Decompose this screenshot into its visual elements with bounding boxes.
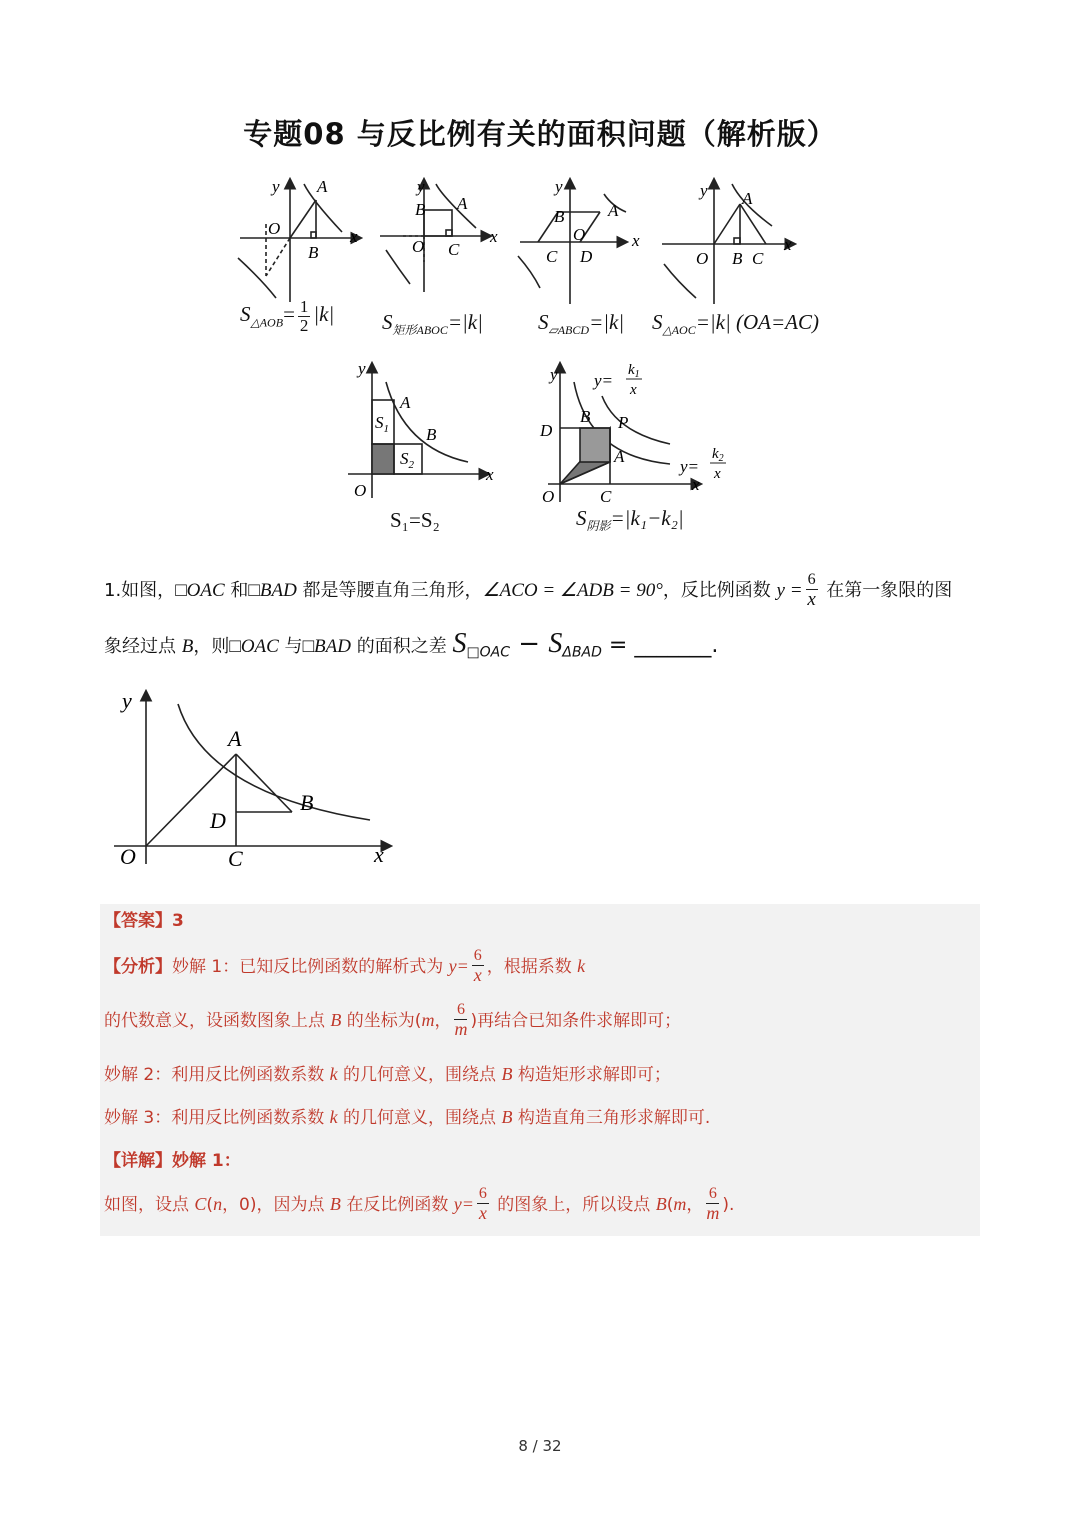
analysis-line-1: 【分析】妙解 1：已知反比例函数的解析式为 y= $\frac{6}{x}$ ，根据系数 k bbox=[104, 947, 586, 985]
d3-b-label: B bbox=[554, 207, 565, 226]
page-number: 8 / 32 bbox=[518, 1437, 562, 1455]
q-y-label: y bbox=[122, 688, 132, 713]
diagram-triangle-aoc bbox=[662, 180, 794, 304]
d1-b-label: B bbox=[308, 243, 319, 262]
d1-o-label: O bbox=[268, 219, 281, 238]
d2-b-label: B bbox=[415, 200, 426, 219]
q-x-label: x bbox=[374, 842, 384, 867]
question-line-2: 象经过点 B，则□OAC 与□BAD 的面积之差 $S_{□OAC} - S_{\Delta BAD}$ = _______. bbox=[104, 628, 719, 661]
d3-x-label: x bbox=[632, 231, 640, 250]
d4-b-label: B bbox=[732, 249, 743, 268]
d6-k2-num: $k_2$ bbox=[712, 446, 724, 464]
q-b-label: B bbox=[300, 790, 314, 815]
d6-p-label: P bbox=[618, 413, 629, 432]
d6-o-label: O bbox=[542, 487, 555, 506]
q-c-label: C bbox=[228, 846, 243, 871]
d3-d-label: D bbox=[580, 247, 593, 266]
formula-aboc: $S_{矩形ABOC}=|k|$ bbox=[382, 310, 483, 338]
formula-s1-s2: S₁=S₂ bbox=[390, 508, 440, 532]
formula-shaded: $S_{阴影}=|k_1-k_2|$ bbox=[576, 506, 684, 534]
d6-b-label: B bbox=[580, 407, 591, 426]
formula-abcd: $S_{▱ABCD}=|k|$ bbox=[538, 310, 625, 338]
d6-y-eq-top: y= bbox=[594, 371, 614, 390]
d4-c-label: C bbox=[752, 249, 764, 268]
detail-line: 如图，设点 C(n，0)，因为点 B 在反比例函数 y= $\frac{6}{x}$ 的图象上，所以设点 B(m， $\frac{6}{m}$ ). bbox=[104, 1185, 735, 1223]
q-a-label: A bbox=[228, 726, 242, 751]
d5-s2-label: $S_2$ bbox=[400, 449, 414, 471]
d6-d-label: D bbox=[540, 421, 553, 440]
d6-k2-den: x bbox=[714, 466, 721, 482]
d6-a-label: A bbox=[614, 447, 625, 466]
analysis-line-2: 的代数意义，设函数图象上点 B 的坐标为(m， $\frac{6}{m}$ )再结合已知条件求解即可； bbox=[104, 1001, 682, 1039]
d2-c-label: C bbox=[448, 240, 460, 259]
formula-aob: $S_{\triangle AOB}=$ $\frac{1}{2}$ |k| bbox=[240, 297, 335, 335]
question-diagram bbox=[106, 684, 406, 874]
d1-a-label: A bbox=[317, 177, 328, 196]
d6-x-label: x bbox=[692, 475, 700, 494]
d1-x-label: x bbox=[350, 227, 358, 246]
d3-a-label: A bbox=[608, 201, 619, 220]
d2-y-label: y bbox=[417, 177, 425, 196]
method-3-line: 妙解 3：利用反比例函数系数 k 的几何意义，围绕点 B 构造直角三角形求解即可. bbox=[104, 1107, 711, 1128]
d5-o-label: O bbox=[354, 481, 367, 500]
method-2-line: 妙解 2：利用反比例函数系数 k 的几何意义，围绕点 B 构造矩形求解即可； bbox=[104, 1064, 671, 1085]
q-d-label: D bbox=[210, 808, 226, 833]
d5-a-label: A bbox=[400, 393, 411, 412]
formula-aoc: $S_{\triangle AOC}=|k|$ (OA=AC) bbox=[652, 310, 820, 338]
d4-x-label: x bbox=[784, 235, 792, 254]
page-title: 专题08 与反比例有关的面积问题（解析版） bbox=[243, 117, 837, 151]
d4-o-label: O bbox=[696, 249, 709, 268]
d4-a-label: A bbox=[742, 189, 753, 208]
d4-y-label: y bbox=[700, 181, 708, 200]
q-o-label: O bbox=[120, 844, 136, 869]
d1-y-label: y bbox=[272, 177, 280, 196]
d2-a-label: A bbox=[457, 194, 468, 213]
d5-b-label: B bbox=[426, 425, 437, 444]
question-line-1: 1.如图，□OAC 和□BAD 都是等腰直角三角形，∠ACO = ∠ADB = 90°，反比例函数 y = $\frac{6}{x}$ 在第一象限的图 bbox=[104, 571, 953, 610]
d6-k1-num: $k_1$ bbox=[628, 362, 640, 380]
diagram-equal-areas bbox=[348, 364, 488, 498]
d2-o-label: O bbox=[412, 237, 425, 256]
diagram-two-curves-shaded bbox=[548, 364, 700, 502]
diagram-parallelogram-abcd bbox=[518, 180, 626, 304]
d6-k1-den: x bbox=[630, 382, 637, 398]
d3-y-label: y bbox=[555, 177, 563, 196]
diagram-triangle-aob bbox=[238, 180, 360, 302]
d6-c-label: C bbox=[600, 487, 612, 506]
d3-o-label: O bbox=[573, 225, 586, 244]
d3-c-label: C bbox=[546, 247, 558, 266]
d5-s1-label: $S_1$ bbox=[375, 413, 389, 435]
diagram-rectangle-aboc bbox=[380, 180, 490, 292]
d5-x-label: x bbox=[486, 465, 494, 484]
d5-y-label: y bbox=[358, 359, 366, 378]
d6-y-eq-bottom: y= bbox=[680, 457, 700, 476]
answer-line: 【答案】3 bbox=[104, 911, 184, 931]
d2-x-label: x bbox=[490, 227, 498, 246]
detail-heading: 【详解】妙解 1： bbox=[104, 1151, 241, 1171]
d6-y-label: y bbox=[550, 365, 558, 384]
